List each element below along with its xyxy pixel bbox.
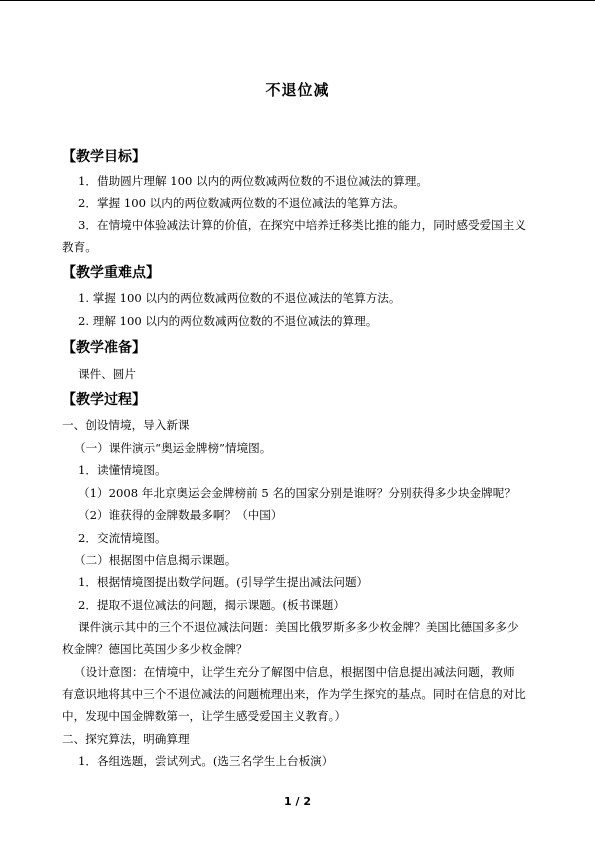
goal-item-3: 3．在情境中体验减法计算的价值，在探究中培养迁移类比推的能力，同时感受爱国主义 <box>78 218 526 232</box>
process-line-10: 课件演示其中的三个不退位减法问题：美国比俄罗斯多多少枚金牌？美国比德国多多少 <box>78 620 519 634</box>
process-line-8: 1．根据情境图提出数学问题。(引导学生提出减法问题） <box>78 575 369 589</box>
process-line-16: 1．各组选题，尝试列式。(选三名学生上台板演） <box>78 754 334 768</box>
page-number: 1 / 2 <box>284 795 311 808</box>
process-line-9: 2．提取不退位减法的问题，揭示课题。(板书课题） <box>78 598 345 612</box>
process-line-14: 中，发现中国金牌数第一，让学生感受爱国主义教育。） <box>62 709 347 723</box>
heading-key-points: 【教学重难点】 <box>62 265 160 281</box>
goal-item-2: 2．掌握 100 以内的两位数减两位数的不退位减法的笔算方法。 <box>78 196 405 210</box>
top-border-line <box>0 0 595 1</box>
process-line-2: （一）课件演示“奥运金牌榜”情境图。 <box>74 441 272 455</box>
key-point-item-2: 2. 理解 100 以内的两位数减两位数的不退位减法的算理。 <box>78 314 378 328</box>
heading-teaching-process: 【教学过程】 <box>62 392 146 408</box>
heading-preparation: 【教学准备】 <box>62 340 146 356</box>
goal-item-1: 1．借助圆片理解 100 以内的两位数减两位数的不退位减法的算理。 <box>78 174 428 188</box>
process-line-13: 有意识地将其中三个不退位减法的问题梳理出来，作为学生探究的基点。同时在信息的对比 <box>62 687 526 701</box>
process-line-7: （二）根据图中信息揭示课题。 <box>74 553 237 567</box>
preparation-item: 课件、圆片 <box>78 367 136 381</box>
process-line-6: 2．交流情境图。 <box>78 531 167 545</box>
process-line-4: （1）2008 年北京奥运会金牌榜前 5 名的国家分别是谁呀？分别获得多少块金牌呢？ <box>78 486 516 500</box>
document-title: 不退位减 <box>265 81 330 99</box>
process-line-3: 1．读懂情境图。 <box>78 463 167 477</box>
process-line-11: 枚金牌？德国比英国少多少枚金牌？ <box>62 642 248 656</box>
process-line-12: （设计意图：在情境中，让学生充分了解图中信息，根据图中信息提出减法问题，教师 <box>74 665 515 679</box>
process-line-15: 二、探究算法，明确算理 <box>62 732 190 746</box>
goal-item-3-continued: 教育。 <box>62 240 97 254</box>
heading-teaching-goals: 【教学目标】 <box>62 149 146 165</box>
key-point-item-1: 1. 掌握 100 以内的两位数减两位数的不退位减法的笔算方法。 <box>78 291 401 305</box>
process-line-1: 一、创设情境，导入新课 <box>62 418 190 432</box>
process-line-5: （2）谁获得的金牌数最多啊？（中国） <box>78 508 283 522</box>
